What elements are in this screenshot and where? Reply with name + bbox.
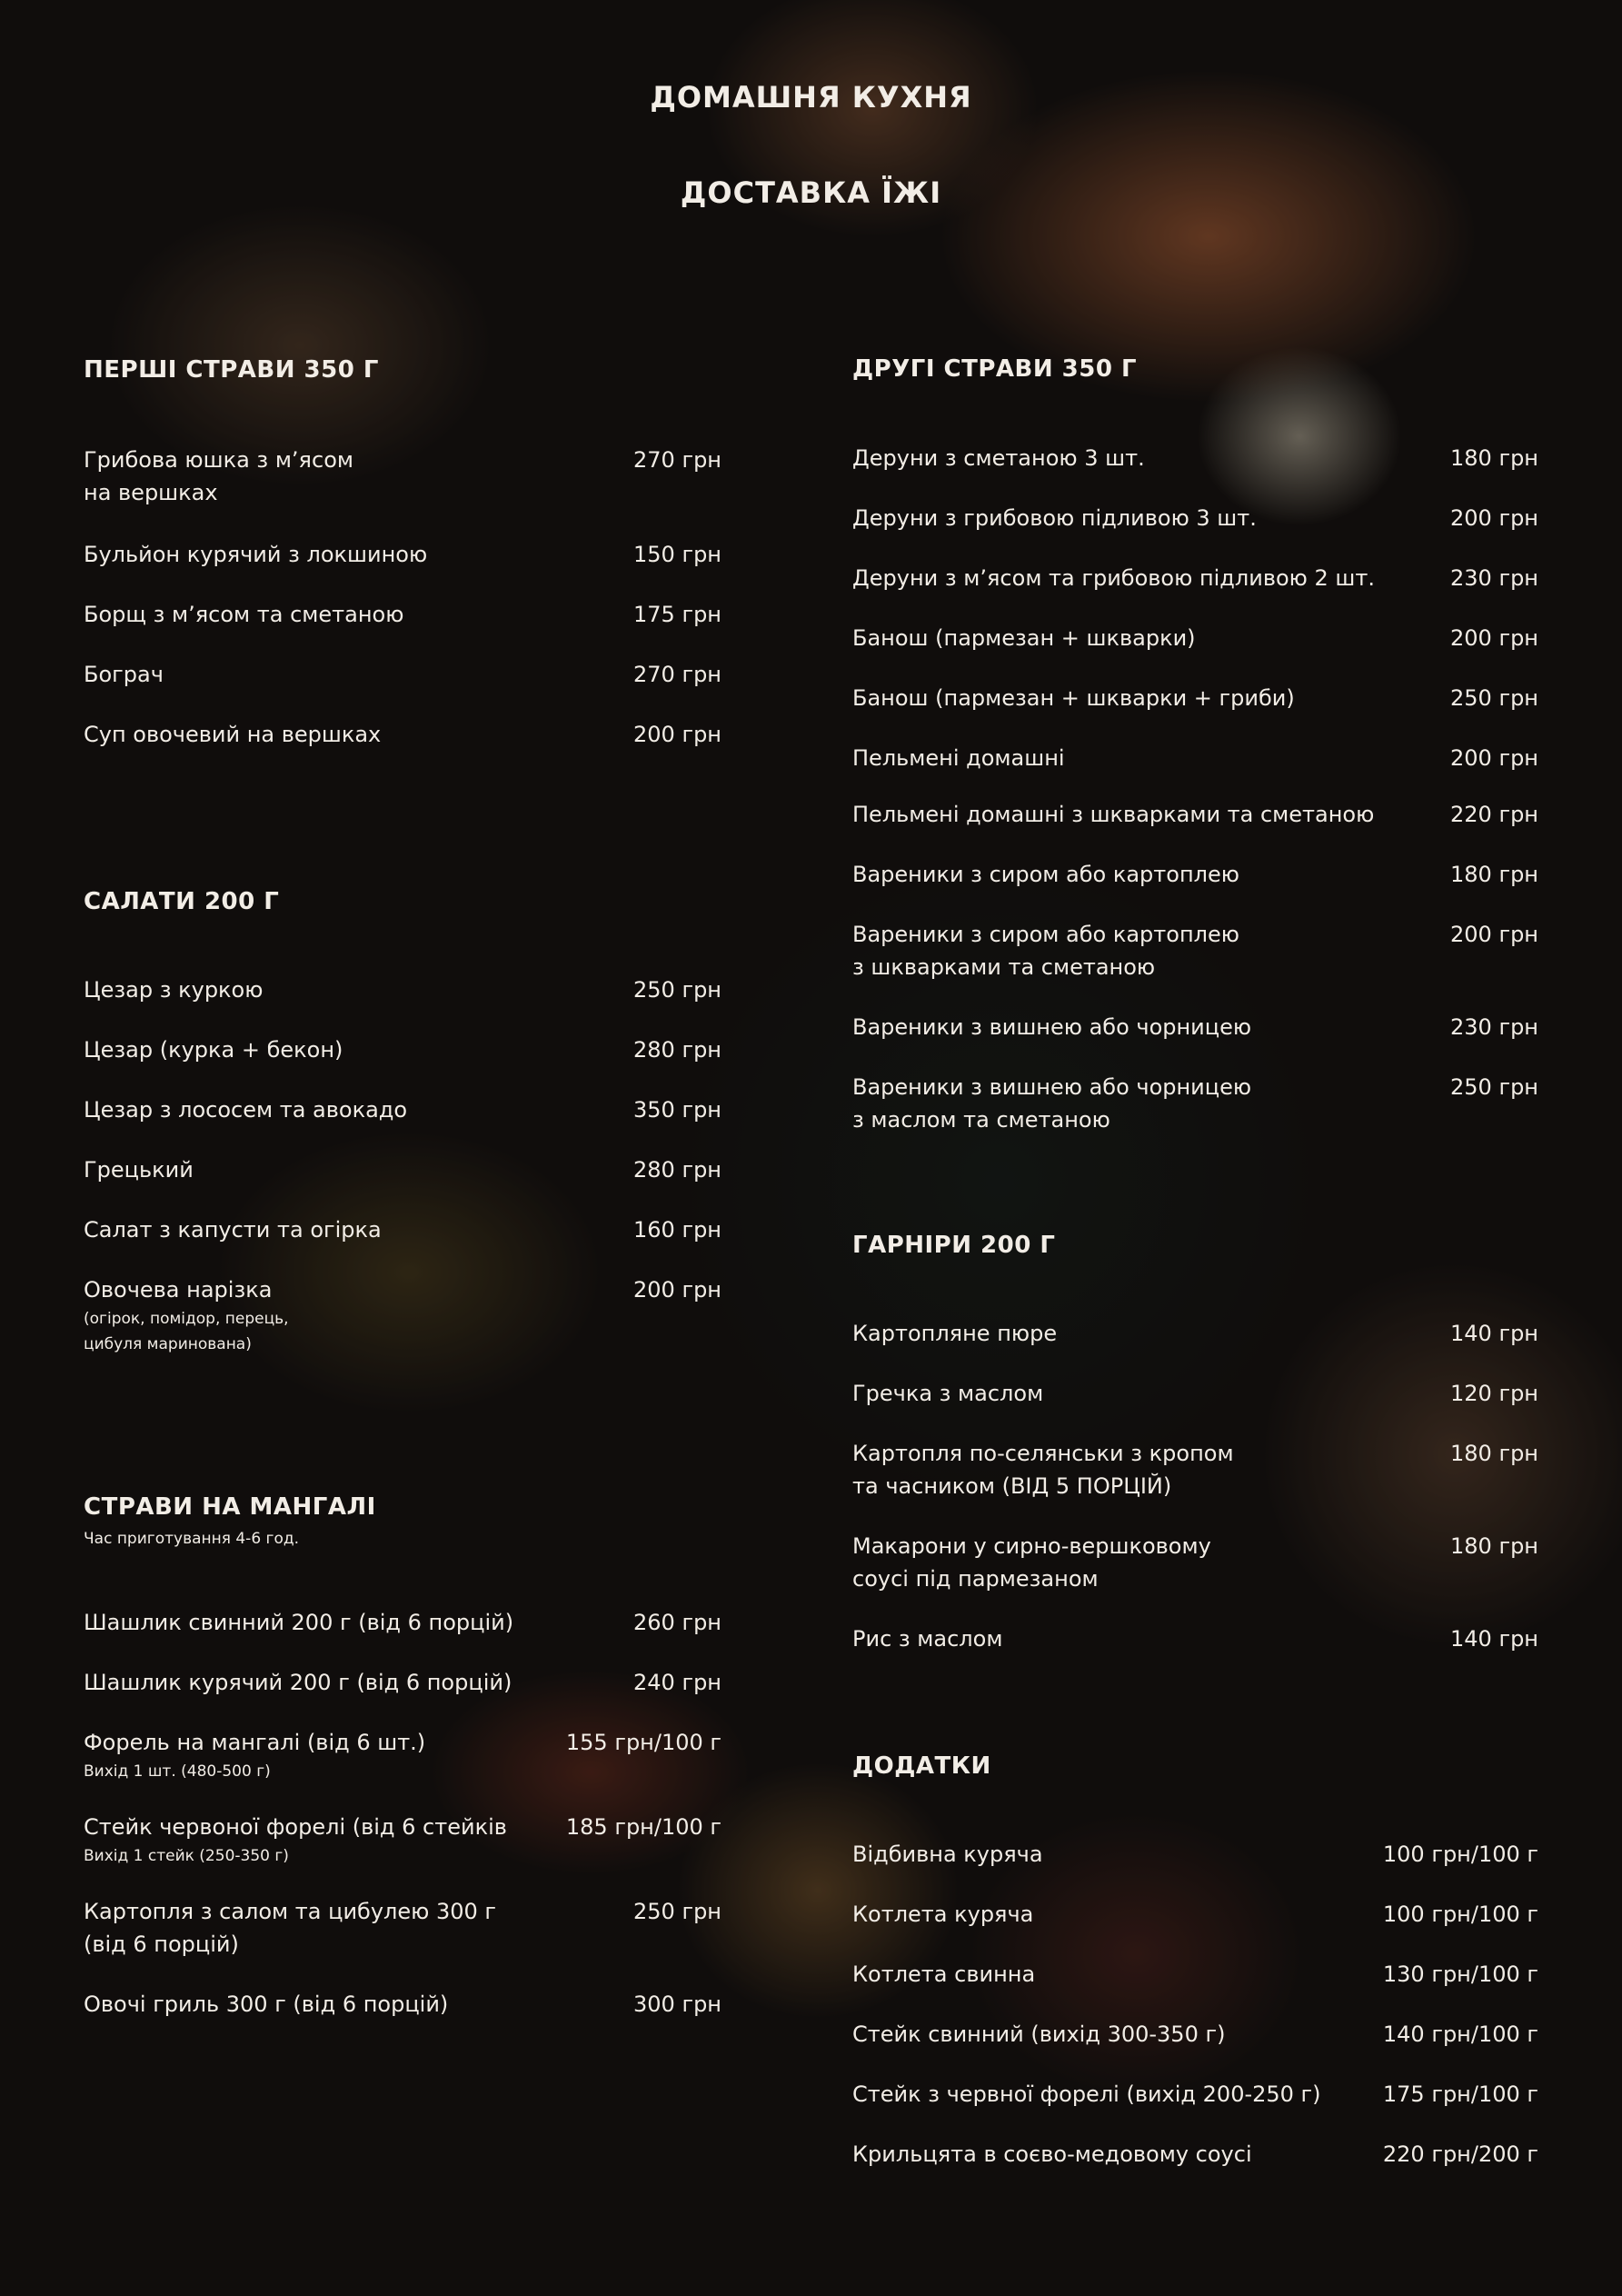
menu-item xyxy=(84,1273,721,1357)
menu-item-name: Вареники з сиром або картоплею з шкварками та сметаною xyxy=(852,922,1239,980)
menu-item-name: Відбивна куряча xyxy=(852,1842,1043,1867)
menu-item-price: 250 грн xyxy=(633,1899,721,1924)
menu-item-price: 200 грн xyxy=(633,722,721,747)
menu-item-price: 160 грн xyxy=(633,1217,721,1243)
menu-item-info xyxy=(852,2018,1225,2051)
menu-item-price: 250 грн xyxy=(1450,1074,1538,1100)
menu-item-name: Стейк з червної форелі (вихід 200-250 г) xyxy=(852,2081,1321,2107)
menu-item-name: Борщ з м’ясом та сметаною xyxy=(84,602,404,627)
menu-item-name: Рис з маслом xyxy=(852,1626,1003,1652)
menu-item-price: 140 грн xyxy=(1450,1321,1538,1346)
menu-item-info xyxy=(84,718,381,751)
menu-item-name: Цезар з лососем та авокадо xyxy=(84,1097,408,1123)
menu-item-info xyxy=(84,1153,194,1186)
menu-item xyxy=(852,2018,1538,2051)
menu-item-price: 280 грн xyxy=(633,1157,721,1183)
menu-item-name: Шашлик курячий 200 г (від 6 порцій) xyxy=(84,1670,512,1695)
menu-item-price: 220 грн/200 г xyxy=(1382,2141,1538,2167)
menu-item-price: 175 грн/100 г xyxy=(1382,2081,1538,2107)
menu-item-info xyxy=(84,1213,382,1246)
menu-item-name: Форель на мангалі (від 6 шт.) xyxy=(84,1730,426,1755)
menu-item-price: 140 грн xyxy=(1450,1626,1538,1652)
menu-item-price: 230 грн xyxy=(1450,1014,1538,1040)
menu-item-price: 200 грн xyxy=(633,1277,721,1303)
menu-item-info xyxy=(84,1033,343,1066)
menu-item-name: Вареники з сиром або картоплею xyxy=(852,862,1239,887)
menu-item-info xyxy=(852,1622,1002,1655)
menu-item-info xyxy=(852,918,1239,983)
menu-item-info xyxy=(84,1988,448,2021)
menu-item-info xyxy=(852,2078,1321,2111)
menu-item-info xyxy=(852,1437,1234,1502)
menu-item-name: Деруни з сметаною 3 шт. xyxy=(852,445,1145,471)
menu-item-info xyxy=(852,1071,1251,1136)
menu-item-price: 220 грн xyxy=(1450,802,1538,827)
menu-item-price: 155 грн/100 г xyxy=(565,1730,721,1755)
page-subtitle: ДОСТАВКА ЇЖІ xyxy=(680,175,942,210)
section-title-salads: САЛАТИ 200 Г xyxy=(84,888,280,915)
section-title-second-courses: ДРУГІ СТРАВИ 350 Г xyxy=(852,355,1138,383)
menu-item-price: 270 грн xyxy=(633,662,721,687)
menu-item-info xyxy=(84,973,263,1006)
menu-item-price: 200 грн xyxy=(1450,745,1538,771)
section-title-extras: ДОДАТКИ xyxy=(852,1752,991,1780)
menu-item xyxy=(84,598,721,631)
menu-item-info xyxy=(852,742,1065,774)
menu-item-info xyxy=(852,1530,1211,1595)
menu-item-info xyxy=(84,1666,512,1699)
menu-item-name: Вареники з вишнею або чорницею з маслом та сметаною xyxy=(852,1074,1252,1133)
menu-item-info xyxy=(852,1011,1251,1043)
menu-item xyxy=(852,1622,1538,1655)
menu-item-note: (огірок, помідор, перець, цибуля маринована) xyxy=(84,1310,289,1353)
menu-item-name: Салат з капусти та огірка xyxy=(84,1217,382,1243)
menu-item-info xyxy=(84,538,427,571)
menu-item xyxy=(84,1666,721,1699)
menu-item xyxy=(84,1093,721,1126)
menu-item-name: Грецький xyxy=(84,1157,194,1183)
menu-item-price: 270 грн xyxy=(633,447,721,473)
menu-item-info xyxy=(84,598,403,631)
menu-item-price: 200 грн xyxy=(1450,505,1538,531)
menu-item xyxy=(852,502,1538,534)
menu-item-price: 180 грн xyxy=(1450,1441,1538,1466)
menu-item xyxy=(84,973,721,1006)
page-title: ДОМАШНЯ КУХНЯ xyxy=(650,80,972,115)
menu-item xyxy=(852,1437,1538,1502)
menu-item xyxy=(852,1011,1538,1043)
menu-item-info xyxy=(84,1273,289,1357)
menu-item xyxy=(84,1213,721,1246)
menu-item-info xyxy=(84,1726,425,1784)
menu-item-info xyxy=(852,442,1145,474)
menu-item-info xyxy=(84,444,353,509)
section-subtitle-grill: Час приготування 4-6 год. xyxy=(84,1530,300,1548)
menu-item-info xyxy=(84,1811,507,1869)
menu-item xyxy=(852,2138,1538,2171)
menu-item xyxy=(852,1898,1538,1931)
menu-item xyxy=(84,538,721,571)
menu-item-info xyxy=(852,2138,1252,2171)
menu-item xyxy=(852,742,1538,774)
menu-item-price: 180 грн xyxy=(1450,1533,1538,1559)
menu-item-info xyxy=(84,1606,513,1639)
menu-item-info xyxy=(852,1317,1057,1350)
menu-item xyxy=(852,1377,1538,1410)
menu-item xyxy=(852,622,1538,654)
menu-item-price: 150 грн xyxy=(633,542,721,567)
menu-item-name: Пельмені домашні xyxy=(852,745,1065,771)
menu-item-price: 260 грн xyxy=(633,1610,721,1635)
menu-item-name: Деруни з грибовою підливою 3 шт. xyxy=(852,505,1257,531)
menu-item-price: 350 грн xyxy=(633,1097,721,1123)
menu-item-name: Картопляне пюре xyxy=(852,1321,1058,1346)
menu-item-name: Стейк свинний (вихід 300-350 г) xyxy=(852,2021,1226,2047)
menu-item-name: Гречка з маслом xyxy=(852,1381,1044,1406)
menu-item-price: 200 грн xyxy=(1450,625,1538,651)
menu-item-name: Макарони у сирно-вершковому соусі під пармезаном xyxy=(852,1533,1211,1592)
menu-item-name: Цезар (курка + бекон) xyxy=(84,1037,343,1063)
menu-item xyxy=(852,1530,1538,1595)
section-title-grill: СТРАВИ НА МАНГАЛІ xyxy=(84,1493,376,1521)
menu-item xyxy=(852,918,1538,983)
menu-item xyxy=(84,1988,721,2021)
menu-item xyxy=(84,1726,721,1784)
menu-item xyxy=(84,1033,721,1066)
menu-item-info xyxy=(852,1377,1043,1410)
menu-item xyxy=(84,1895,721,1961)
menu-item-name: Грибова юшка з м’ясом на вершках xyxy=(84,447,353,505)
menu-item-name: Картопля по-селянськи з кропом та часником (ВІД 5 ПОРЦІЙ) xyxy=(852,1441,1234,1499)
menu-item-price: 280 грн xyxy=(633,1037,721,1063)
menu-item xyxy=(84,1811,721,1869)
menu-item xyxy=(852,1838,1538,1871)
menu-item-name: Шашлик свинний 200 г (від 6 порцій) xyxy=(84,1610,514,1635)
menu-item-name: Суп овочевий на вершках xyxy=(84,722,382,747)
menu-item xyxy=(84,1153,721,1186)
menu-item xyxy=(852,1958,1538,1991)
menu-item-price: 300 грн xyxy=(633,1992,721,2017)
menu-item-name: Картопля з салом та цибулею 300 г (від 6 порцій) xyxy=(84,1899,497,1957)
menu-item-name: Банош (пармезан + шкварки) xyxy=(852,625,1196,651)
menu-item xyxy=(84,658,721,691)
menu-item-price: 240 грн xyxy=(633,1670,721,1695)
menu-item-info xyxy=(852,502,1257,534)
section-title-first-courses: ПЕРШІ СТРАВИ 350 Г xyxy=(84,356,379,384)
menu-item-name: Бограч xyxy=(84,662,164,687)
menu-item-name: Вареники з вишнею або чорницею xyxy=(852,1014,1252,1040)
menu-item-info xyxy=(84,1895,496,1961)
menu-item-note: Вихід 1 стейк (250-350 г) xyxy=(84,1847,289,1865)
menu-item-name: Бульйон курячий з локшиною xyxy=(84,542,428,567)
menu-item-info xyxy=(852,622,1196,654)
menu-item xyxy=(84,444,721,509)
menu-item xyxy=(852,682,1538,714)
menu-item-info xyxy=(84,658,164,691)
menu-item-name: Деруни з м’ясом та грибовою підливою 2 шт. xyxy=(852,565,1375,591)
menu-item-name: Пельмені домашні з шкварками та сметаною xyxy=(852,802,1375,827)
menu-item-price: 100 грн/100 г xyxy=(1382,1902,1538,1927)
menu-item-price: 200 грн xyxy=(1450,922,1538,947)
menu-item-name: Цезар з куркою xyxy=(84,977,264,1003)
menu-item-name: Стейк червоної форелі (від 6 стейків xyxy=(84,1814,507,1840)
menu-item-name: Крильцята в соєво-медовому соусі xyxy=(852,2141,1252,2167)
menu-item-price: 250 грн xyxy=(633,977,721,1003)
menu-item xyxy=(84,1606,721,1639)
menu-item-name: Банош (пармезан + шкварки + гриби) xyxy=(852,685,1295,711)
menu-item-name: Котлета куряча xyxy=(852,1902,1034,1927)
menu-item-name: Овочі гриль 300 г (від 6 порцій) xyxy=(84,1992,449,2017)
menu-item-price: 185 грн/100 г xyxy=(565,1814,721,1840)
menu-item-info xyxy=(84,1093,407,1126)
menu-item xyxy=(852,1071,1538,1136)
menu-item-info xyxy=(852,1958,1035,1991)
menu-item-note: Вихід 1 шт. (480-500 г) xyxy=(84,1762,271,1781)
menu-item-price: 230 грн xyxy=(1450,565,1538,591)
menu-item-info xyxy=(852,1898,1033,1931)
menu-item-price: 100 грн/100 г xyxy=(1382,1842,1538,1867)
menu-item-price: 130 грн/100 г xyxy=(1382,1962,1538,1987)
menu-item xyxy=(852,1317,1538,1350)
menu-item xyxy=(852,798,1538,831)
menu-item xyxy=(852,562,1538,594)
menu-item-info xyxy=(852,798,1374,831)
menu-item xyxy=(852,858,1538,891)
menu-item-name: Овочева нарізка xyxy=(84,1277,273,1303)
menu-item xyxy=(84,718,721,751)
section-title-sides: ГАРНІРИ 200 Г xyxy=(852,1232,1056,1259)
menu-item-info xyxy=(852,682,1295,714)
menu-item-info xyxy=(852,562,1375,594)
menu-item-price: 180 грн xyxy=(1450,445,1538,471)
menu-item-price: 180 грн xyxy=(1450,862,1538,887)
menu-item-price: 120 грн xyxy=(1450,1381,1538,1406)
menu-item xyxy=(852,2078,1538,2111)
menu-item-info xyxy=(852,858,1239,891)
menu-item-price: 250 грн xyxy=(1450,685,1538,711)
menu-item-price: 140 грн/100 г xyxy=(1382,2021,1538,2047)
menu-item xyxy=(852,442,1538,474)
menu-item-price: 175 грн xyxy=(633,602,721,627)
menu-item-info xyxy=(852,1838,1043,1871)
menu-item-name: Котлета свинна xyxy=(852,1962,1036,1987)
